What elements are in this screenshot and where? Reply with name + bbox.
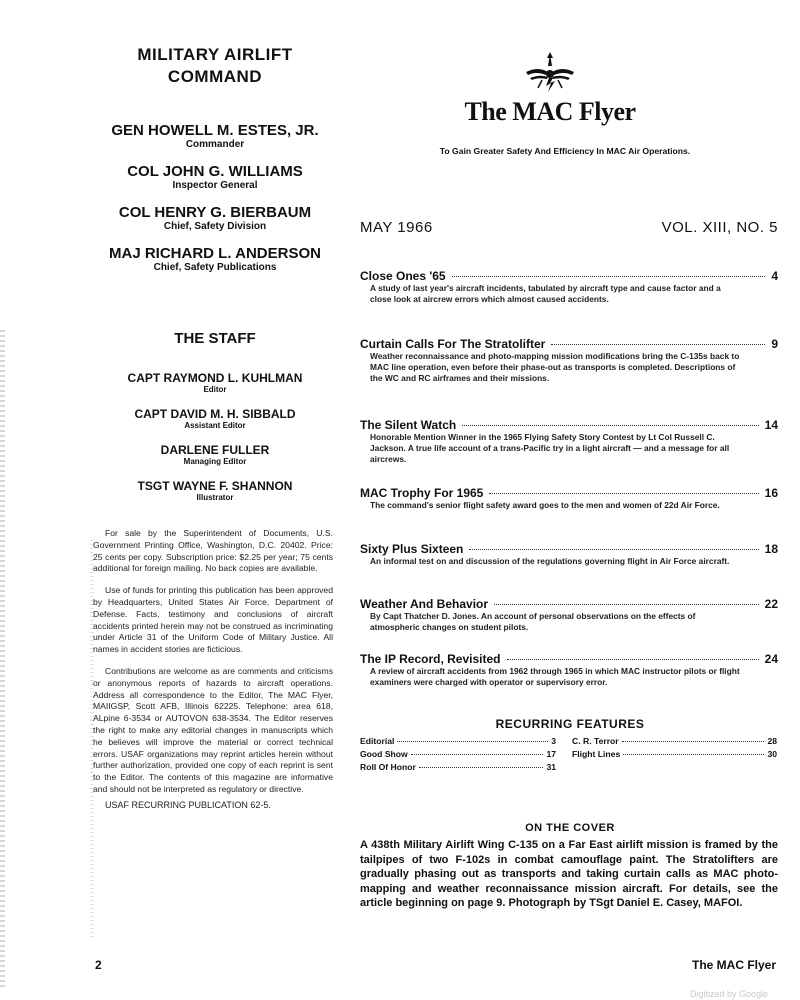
officer-entry (95, 122, 335, 151)
recurring-title: Roll Of Honor (360, 762, 416, 772)
recurring-title: C. R. Terror (572, 736, 619, 746)
staff-name: DARLENE FULLER (160, 443, 270, 457)
toc-page: 14 (764, 418, 778, 432)
sale-notice: For sale by the Superintendent of Documents, U.S. Government Printing Office, Washington, D.C. 20402. Price: 25 cents per copy. Subscription price: $2.25 per year; 75 cents additional for foreign mailing. No back copies are available. (93, 528, 333, 574)
toc-entry (360, 597, 778, 633)
toc-title: Sixty Plus Sixteen (360, 542, 464, 556)
cover-description: A 438th Military Airlift Wing C-135 on a Far East airlift mission is framed by the tailpipes of two F-102s in combat camouflage paint. The Stratolifters are gradually phasing out as transports and taking curtain calls as MAC photo-mapping and weather reconnaissance mission aircraft. For details, see the article beginning on page 9. Photograph by TSgt Daniel E. Casey, MAFOI. (360, 839, 778, 910)
command-title (95, 44, 335, 88)
recurring-item (360, 736, 556, 746)
staff-entry (95, 479, 335, 503)
toc-entry (360, 542, 778, 567)
issue-volume: VOL. XIII, NO. 5 (661, 219, 778, 236)
recurring-title: Flight Lines (572, 749, 621, 759)
staff-role: Assistant Editor (184, 421, 246, 430)
leader-dots (397, 741, 548, 742)
command-title-line2: COMMAND (167, 67, 263, 86)
funding-notice: Use of funds for printing this publication has been approved by Headquarters, United States Air Force, Department of Defense. Facts, testimony and conclusions of aircraft accidents printed herein may not be construed as incriminating under Article 31 of the Uniform Code of Military Justice. All names in accident stories are ficticious. (93, 585, 333, 655)
toc-description: A review of aircraft accidents from 1962 through 1965 in which MAC instructor pilots or flight examiners were charged with operator or supervisory error. (370, 666, 740, 687)
officer-name: GEN HOWELL M. ESTES, JR. (111, 122, 319, 139)
toc-description: The command's senior flight safety award goes to the men and women of 22d Air Force. (370, 500, 720, 510)
recurring-page: 28 (767, 736, 777, 746)
toc-title: MAC Trophy For 1965 (360, 486, 484, 500)
staff-name: CAPT DAVID M. H. SIBBALD (134, 407, 296, 421)
magazine-subtitle: To Gain Greater Safety And Efficiency In MAC Air Operations. (439, 146, 691, 156)
recurring-page: 3 (551, 736, 556, 746)
staff-role: Managing Editor (183, 457, 247, 466)
officer-entry (95, 245, 335, 274)
leader-dots (494, 604, 759, 605)
recurring-item (360, 749, 556, 759)
scan-edge-artifact (0, 330, 5, 990)
leader-dots (507, 659, 759, 660)
publication-notices (93, 528, 333, 810)
toc-title: The Silent Watch (360, 418, 457, 432)
officer-entry (95, 163, 335, 192)
recurring-page: 31 (546, 762, 556, 772)
toc-page: 9 (771, 337, 778, 351)
recurring-item (360, 762, 556, 772)
toc-entry (360, 418, 778, 465)
recurring-item (572, 749, 777, 759)
leader-dots (411, 754, 544, 755)
toc-description: An informal test on and discussion of the regulations governing flight in Air Force aircraft. (370, 556, 730, 566)
officer-role: Commander (185, 139, 245, 150)
officer-role: Inspector General (172, 180, 258, 191)
toc-page: 24 (764, 652, 778, 666)
recurring-title: Editorial (360, 736, 395, 746)
leader-dots (623, 754, 764, 755)
officer-name: MAJ RICHARD L. ANDERSON (109, 245, 321, 262)
toc-entry (360, 652, 778, 688)
toc-description: By Capt Thatcher D. Jones. An account of personal observations on the effects of atmospheric changes on student pilots. (370, 611, 696, 632)
officer-role: Chief, Safety Division (163, 221, 267, 232)
publication-number: USAF RECURRING PUBLICATION 62-5. (105, 799, 271, 810)
masthead-column (95, 44, 335, 503)
officer-entry (95, 204, 335, 233)
toc-entry (360, 337, 778, 384)
staff-entry (95, 407, 335, 431)
page-number: 2 (95, 958, 102, 972)
toc-description: A study of last year's aircraft incidents, tabulated by aircraft type and cause factor and a close look at aircrew errors which almost caused accidents. (370, 283, 721, 304)
recurring-page: 17 (546, 749, 556, 759)
staff-entry (95, 371, 335, 395)
magazine-title: The MAC Flyer (464, 97, 636, 126)
officer-role: Chief, Safety Publications (153, 262, 277, 273)
leader-dots (489, 493, 758, 494)
staff-name: CAPT RAYMOND L. KUHLMAN (127, 371, 303, 385)
leader-dots (469, 549, 758, 550)
officer-name: COL HENRY G. BIERBAUM (118, 204, 312, 221)
toc-title: Weather And Behavior (360, 597, 489, 611)
leader-dots (462, 425, 758, 426)
staff-name: TSGT WAYNE F. SHANNON (137, 479, 293, 493)
toc-page: 4 (771, 269, 778, 283)
officer-name: COL JOHN G. WILLIAMS (127, 163, 303, 180)
staff-heading: THE STAFF (174, 330, 256, 347)
issue-date: MAY 1966 (360, 219, 433, 236)
recurring-page: 30 (767, 749, 777, 759)
command-title-line1: MILITARY AIRLIFT (137, 45, 293, 64)
toc-entry (360, 269, 778, 305)
toc-page: 18 (764, 542, 778, 556)
staff-role: Illustrator (196, 493, 234, 502)
winged-lightning-emblem-icon (522, 50, 578, 94)
recurring-features-heading: RECURRING FEATURES (495, 717, 645, 731)
cover-heading: ON THE COVER (525, 822, 615, 834)
contributions-notice: Contributions are welcome as are comments and criticisms or anonymous reports of hazards to aircraft operations. Address all correspondence to the Editor, The MAC Flyer, MAIIGSP, Scott AFB, Illinois 62225. Telephone: area 618, ALpine 6-3534 or AUTOVON 638-3534. The Editor reserves the right to make any editorial changes in manuscripts which he believes will improve the material or correct technical errors. USAF organizations may reprint articles herein without further authorization, provided one copy of each reprint is sent to the Editor. The contents of this magazine are informative and should not be interpreted as regulatory or directive. (93, 665, 333, 794)
toc-title: The IP Record, Revisited (360, 652, 501, 666)
toc-title: Close Ones '65 (360, 269, 446, 283)
leader-dots (622, 741, 765, 742)
toc-title: Curtain Calls For The Stratolifter (360, 337, 546, 351)
toc-description: Weather reconnaissance and photo-mapping mission modifications bring the C-135s back to MAC line operation, even before their phase-out as transports is completed. Descriptions of the WC and RC airframes and their missions. (370, 351, 740, 383)
leader-dots (419, 767, 544, 768)
staff-role: Editor (203, 385, 227, 394)
toc-description: Honorable Mention Winner in the 1965 Flying Safety Story Contest by Lt Col Russell C. Jackson. A true life account of a trans-Pacific try in a light aircraft — and a message for all aircrews. (370, 432, 730, 464)
toc-page: 22 (764, 597, 778, 611)
footer-title: The MAC Flyer (691, 958, 776, 972)
digitization-watermark: Digitized by Google (690, 989, 769, 999)
recurring-item (572, 736, 777, 746)
leader-dots (551, 344, 765, 345)
toc-page: 16 (764, 486, 778, 500)
recurring-title: Good Show (360, 749, 408, 759)
staff-entry (95, 443, 335, 467)
toc-entry (360, 486, 778, 511)
leader-dots (452, 276, 766, 277)
